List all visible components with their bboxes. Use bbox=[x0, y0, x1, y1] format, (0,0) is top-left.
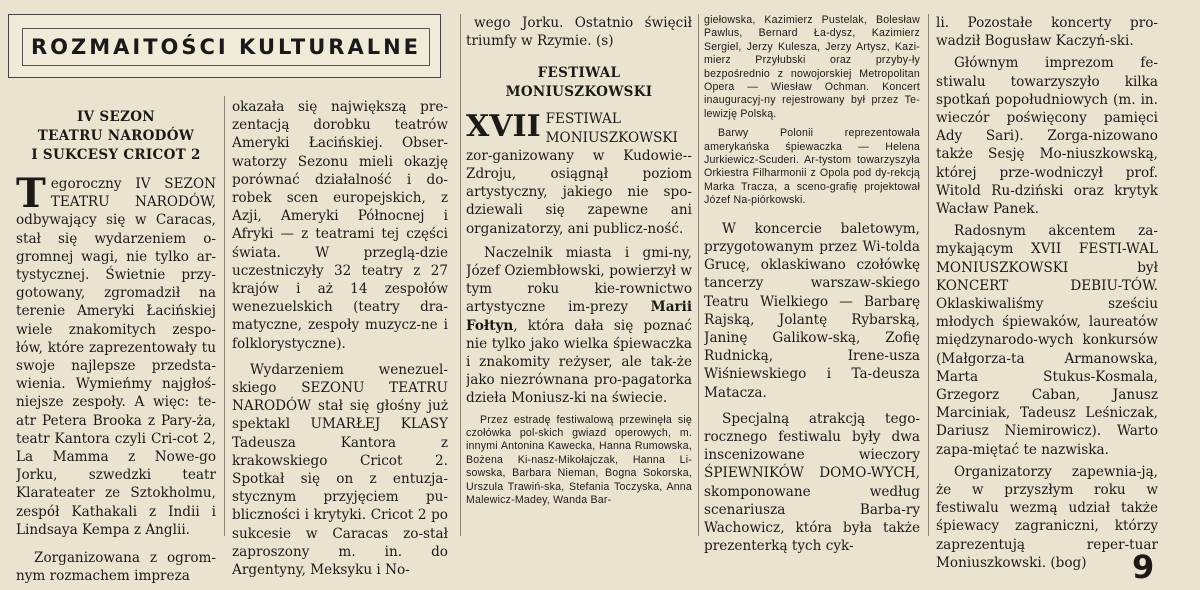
article2-paragraph-3: W koncercie baletowym, przygotowanym przez Wi-tolda Grucę, oklaskiwano czołówkę tancerzy warszaw-skiego Teatru Wielkiego — Barbarę Rajską, Jolantę Rybarską, Janinę Galikow-ską, Zofię Rudnicką, Irene-usza Wiśniewskiego i Ta-deusza Matacza. bbox=[704, 220, 920, 401]
article1-dropcap: T bbox=[16, 170, 46, 217]
article2-col6-paragraph-4: Organizatorzy zapewnia-ją, że w przyszłym roku w festiwalu wezmą udział także śpiewacy zagraniczni, którzy zaprezentują reper-tuar Moniuszkowski. (bog) bbox=[936, 463, 1158, 571]
section-title: ROZMAITOŚCI KULTURALNE bbox=[30, 35, 421, 59]
article2-roman-numeral: XVII bbox=[466, 109, 541, 145]
section-header-box bbox=[8, 14, 441, 78]
article1-continuation: wego Jorku. Ostatnio święcił triumfy w Rzymie. (s) bbox=[466, 15, 692, 50]
article1-column-2 bbox=[232, 98, 448, 590]
page-number: 9 bbox=[1132, 548, 1155, 586]
article1-paragraph-2: Zorganizowana z ogrom-nym rozmachem impreza bbox=[16, 550, 216, 585]
article1-headline-line1: IV SEZON bbox=[77, 109, 155, 125]
article2-paragraph-2 bbox=[466, 244, 692, 408]
article2-paragraph-2-post: , która dała się poznać nie tylko jako wielka śpiewaczka i znakomity reżyser, ale tak-że jako niezrównana pro-pagatorka dzieła Moniusz-ki na świecie. bbox=[466, 317, 692, 407]
article2-small-paragraph-2: giełowska, Kazimierz Pustelak, Bolesław Pawlus, Bernard Ła-dysz, Kazimierz Sergiel, Jerzy Kulesza, Jerzy Artysz, Kazi-mierz Przyłubski oraz przyby-ły bezpośrednio z nowojorskiej Metropolitan Opera — Wiesław Ochman. Koncert inauguracyj-ny rejestrowany był przez Te-lewizję Polską. bbox=[704, 14, 920, 120]
column-divider-1 bbox=[224, 96, 225, 536]
article1-col2-paragraph-1: okazała się największą pre-zentacją dorobku teatrów Ameryki Łacińskiej. Obser-watorzy Sezonu mieli okazję porównać działalność i do-robek scen europejskich, z Azji, Ameryki Północnej i Afryki — z teatrami tej części świata. W przeglą-dzie uczestniczyły 32 teatry z 27 krajów i aż 14 zespołów wenezuelskich (teatry dra-matyczne, zespoły muzycz-ne i folklorystyczne). bbox=[232, 99, 448, 352]
article1-paragraph-1 bbox=[16, 170, 216, 539]
article1-col2-paragraph-2: Wydarzeniem wenezuel-skiego SEZONU TEATRU NARODÓW stał się głośny już spektakl UMARŁEJ KLASY Tadeusza Kantora z krakowskiego Cricot 2. Spotkał się on z entuzja-stycznym przyjęciem pu-bliczności i krytyki. Cricot 2 po sukcesie w Caracas zo-stał zaproszony m. in. do Argentyny, Meksyku i No- bbox=[232, 361, 448, 579]
column-divider-4 bbox=[928, 14, 929, 536]
section-header-inner bbox=[22, 28, 430, 66]
article2-paragraph-1-text: FESTIWAL MONIUSZKOWSKI zor-ganizowany w Kudowie--Zdroju, osiągnął poziom artystyczny, jakiego nie spo-dziewali się zapewne ani organizatorzy, ani publicz-ność. bbox=[466, 111, 692, 237]
article2-headline-line2: MONIUSZKOWSKI bbox=[505, 84, 653, 101]
article2-col6-paragraph-3: Radosnym akcentem za-mykającym XVII FESTI-WAL MONIUSZKOWSKI był KONCERT DEBIU-TÓW. Oklaskiwaliśmy sześciu młodych śpiewaków, laureatów międzynarodo-wych konkursów (Małgorza-ta Armanowska, Marta Stukus-Kosmala, Grzegorz Caban, Janusz Marciniak, Tadeusz Leśniczak, Dariusz Niemirowicz). Warto zapa-miętać te nazwiska. bbox=[936, 223, 1158, 458]
article2-col6-paragraph-1: li. Pozostałe koncerty pro-wadził Bogusław Kaczyń-ski. bbox=[936, 15, 1158, 50]
column-divider-2 bbox=[460, 14, 461, 536]
article2-small-paragraph-3: Barwy Polonii reprezentowała amerykańska śpiewaczka — Helena Jurkiewicz-Scuderi. Ar-tystom towarzyszyła Orkiestra Filharmonii z Opola pod dy-rekcją Marka Tracza, a sceno-grafię projektował Józef Na-piórkowski. bbox=[704, 127, 920, 207]
article2-column-5 bbox=[936, 14, 1158, 590]
article2-paragraph-2-pre: Naczelnik miasta i gmi-ny, Józef Oziembłowski, powierzył w tym roku kie-rownictwo artystyczne im-prezy bbox=[466, 244, 692, 316]
article2-paragraph-4: Specjalną atrakcją tego-rocznego festiwalu były dwa inscenizowane wieczory ŚPIEWNIKÓW DOMO-WYCH, skomponowane według scenariusza Barba-ry Wachowicz, która była także prezenterką tych cyk- bbox=[704, 410, 920, 555]
column-divider-3 bbox=[698, 14, 699, 536]
article1-paragraph-1-text: egoroczny IV SEZON TEATRU NARODÓW, odbywający się w Caracas, stał się wydarzeniem o-gromnej wagi, nie tylko ar-tystycznej. Świetnie przy-gotowany, zgromadził na terenie Ameryki Łacińskiej wiele znakomitych zespo-łów, które zaprezentowały tu swoje najlepsze przedsta-wienia. Wymieńmy najgłoś-niejsze zespoły. A więc: te-atr Petera Brooka z Pary-ża, teatr Kantora czyli Cri-cot 2, La Mamma z Nowe-go Jorku, szwedzki teatr Klarateater ze Sztokholmu, zespół Kathakali z Indii i Lindsaya Kempa z Anglii. bbox=[16, 176, 216, 538]
article1-column-1 bbox=[16, 108, 216, 590]
article1-headline-line2: TEATRU NARODÓW bbox=[37, 128, 195, 144]
article2-column-3 bbox=[466, 14, 692, 590]
article2-column-4 bbox=[704, 14, 920, 590]
article2-paragraph-1 bbox=[466, 110, 692, 237]
article1-headline-line3: I SUKCESY CRICOT 2 bbox=[31, 147, 201, 163]
article2-col6-paragraph-2: Głównym imprezom fe-stiwalu towarzyszyło kilka spotkań popołudniowych (m. in. wieczór poświęcony pamięci Ady Sari). Zorga-nizowano także Sesję Mo-niuszkowską, której prze-wodniczył prof. Witold Ru-dziński oraz krytyk Wacław Panek. bbox=[936, 55, 1158, 218]
article2-small-paragraph-1: Przez estradę festiwalową przewinęła się czołówka pol-skich gwiazd operowych, m. innymi Antonina Kawecka, Hanna Rumowska, Bożena Ki-nasz-Mikołajczak, Hanna Li-sowska, Barbara Nieman, Bogna Sokorska, Urszula Trawiń-ska, Stefania Toczyska, Anna Malewicz-Madey, Wanda Bar- bbox=[466, 413, 692, 507]
article2-headline-line1: FESTIWAL bbox=[537, 65, 621, 82]
article2-paragraph-2-bold: Marii Fołtyn bbox=[466, 299, 692, 334]
